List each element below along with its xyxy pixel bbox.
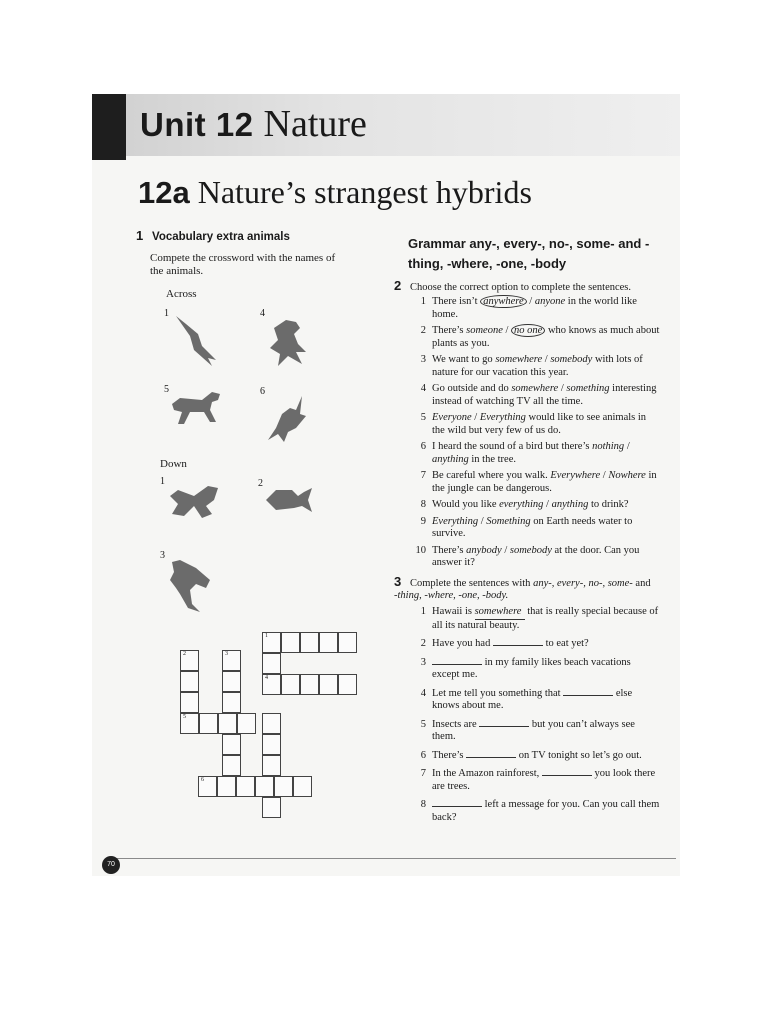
ex3-item: 7 In the Amazon rainforest, you look there are trees.	[420, 768, 656, 792]
ex1-instruction: Compete the crossword with the names of the animals.	[150, 252, 336, 277]
crossword-cell[interactable]	[262, 797, 281, 818]
ex2-item: 10 There’s anybody / somebody at the door. Can you answer it?	[415, 544, 640, 568]
crossword-cell[interactable]	[180, 671, 199, 692]
footer-rule	[116, 858, 676, 859]
ex2-item: 2 There’s someone / no one who knows as much about plants as you.	[420, 325, 660, 349]
option-b[interactable]: anything	[432, 453, 469, 465]
crossword-cell[interactable]	[300, 632, 319, 653]
ex2-item: 1 There isn’t anywhere / anyone in the world like home.	[420, 296, 637, 320]
crossword-grid	[180, 632, 360, 832]
crossword-cell[interactable]	[338, 674, 357, 695]
ex2-list	[408, 296, 660, 574]
ex2-item: 6 I heard the sound of a bird but there’s nothing / anything in the tree.	[420, 441, 630, 465]
crossword-cell[interactable]: 3	[222, 650, 241, 671]
option-b[interactable]: Something	[486, 515, 531, 527]
option-b[interactable]: anything	[551, 499, 589, 510]
ex3-list	[408, 606, 660, 830]
crossword-cell[interactable]	[262, 734, 281, 755]
crossword-cell[interactable]	[237, 713, 256, 734]
grammar-title: Grammar any-, every-, no-, some- and -thing, -where, -one, -body	[408, 236, 650, 271]
crossword-cell[interactable]	[255, 776, 274, 797]
ex3-item: 4 Let me tell you something that else knows about me.	[420, 687, 633, 711]
answer-blank[interactable]	[432, 664, 482, 665]
lesson-name: Nature’s strangest hybrids	[197, 174, 532, 210]
unit-title	[140, 102, 367, 146]
crossword-cell[interactable]	[222, 755, 241, 776]
ex2-item: 4 Go outside and do somewhere / something interesting instead of watching TV all the time.	[420, 383, 657, 407]
horse-icon	[170, 390, 224, 426]
unit-number: Unit 12	[140, 106, 254, 143]
option-b[interactable]: Nowhere	[608, 470, 646, 481]
ex1-heading: 1 Vocabulary extra animals	[136, 228, 290, 243]
page-number: 70	[102, 856, 120, 874]
crossword-cell[interactable]	[236, 776, 255, 797]
option-a[interactable]: Everywhere	[550, 470, 601, 481]
frog-icon	[266, 318, 308, 370]
crossword-cell[interactable]	[222, 692, 241, 713]
fish-icon	[264, 486, 316, 514]
crossword-cell[interactable]	[262, 653, 281, 674]
crossword-cell[interactable]: 4	[262, 674, 281, 695]
butterfly-icon	[168, 484, 220, 520]
option-a[interactable]: nothing	[592, 441, 625, 452]
crossword-cell[interactable]	[281, 632, 300, 653]
answer-blank[interactable]	[432, 806, 482, 807]
option-a[interactable]: Everything	[432, 515, 479, 527]
crossword-cell[interactable]	[199, 713, 218, 734]
crossword-cell[interactable]	[222, 734, 241, 755]
shark-icon	[166, 558, 214, 614]
answer-blank[interactable]	[493, 645, 543, 646]
ex3-heading: 3 Complete the sentences with any-, every-, no-, some- and -thing, -where, -one, -body.	[394, 574, 651, 601]
ex3-item: 1 Hawaii is somewhere that is really special because of all its natural beauty.	[420, 606, 659, 631]
across-1-number: 1	[164, 308, 169, 319]
across-label: Across	[166, 288, 197, 300]
crossword-cell[interactable]: 5	[180, 713, 199, 734]
option-b[interactable]: Everything	[479, 412, 526, 423]
crossword-cell[interactable]	[217, 776, 236, 797]
option-a[interactable]: anybody	[466, 544, 502, 556]
crossword-cell[interactable]	[262, 713, 281, 734]
down-1-number: 1	[160, 476, 165, 487]
crossword-cell[interactable]	[262, 755, 281, 776]
ex2-item: 5 Everyone / Everything would like to see animals in the wild but very few of us do.	[420, 412, 647, 436]
unit-tab	[92, 94, 126, 160]
option-a[interactable]: everything	[499, 499, 544, 510]
crossword-cell[interactable]: 2	[180, 650, 199, 671]
bird-icon	[172, 314, 218, 370]
crossword-cell[interactable]	[180, 692, 199, 713]
eagle-icon	[266, 394, 310, 444]
option-b[interactable]: something	[566, 383, 610, 394]
ex3-item: 5 Insects are but you can’t always see them.	[420, 718, 635, 742]
crossword-cell[interactable]: 6	[198, 776, 217, 797]
option-a[interactable]: Everyone	[432, 412, 472, 423]
answer-blank[interactable]	[563, 695, 613, 696]
ex2-item: 3 We want to go somewhere / somebody with lots of nature for our vacation this year.	[420, 354, 643, 378]
ex2-item: 9 Everything / Something on Earth needs water to survive.	[420, 515, 633, 539]
crossword-cell[interactable]	[274, 776, 293, 797]
workbook-page	[92, 94, 680, 876]
option-a[interactable]: somewhere	[511, 383, 559, 394]
across-5-number: 5	[164, 384, 169, 395]
crossword-cell[interactable]	[281, 674, 300, 695]
option-b[interactable]: somebody	[550, 354, 593, 365]
lesson-number: 12a	[138, 175, 190, 210]
option-a[interactable]: anywhere	[480, 295, 526, 308]
option-a[interactable]: somewhere	[495, 354, 543, 365]
ex3-item: 3 in my family likes beach vacations except me.	[420, 656, 631, 680]
crossword-cell[interactable]: 1	[262, 632, 281, 653]
crossword-cell[interactable]	[300, 674, 319, 695]
crossword-cell[interactable]	[293, 776, 312, 797]
ex2-item: 8 Would you like everything / anything to drink?	[420, 499, 629, 510]
ex3-item: 2 Have you had to eat yet?	[420, 638, 589, 649]
crossword-cell[interactable]	[319, 674, 338, 695]
lesson-title	[138, 174, 532, 211]
ex3-item: 6 There’s on TV tonight so let’s go out.	[420, 749, 642, 761]
crossword-cell[interactable]	[338, 632, 357, 653]
answer-blank[interactable]	[542, 775, 592, 776]
down-3-number: 3	[160, 550, 165, 561]
down-2-number: 2	[258, 478, 263, 489]
option-b[interactable]: anyone	[534, 296, 566, 307]
down-label: Down	[160, 458, 187, 470]
answer-blank[interactable]	[466, 757, 516, 758]
across-6-number: 6	[260, 386, 265, 397]
option-a[interactable]: someone	[466, 325, 503, 336]
answer-blank[interactable]: somewhere	[475, 606, 525, 620]
crossword-cell[interactable]	[218, 713, 237, 734]
ex2-item: 7 Be careful where you walk. Everywhere / Nowhere in the jungle can be dangerous.	[420, 470, 657, 494]
ex3-item: 8 left a message for you. Can you call them back?	[420, 799, 660, 823]
ex2-heading: 2 Choose the correct option to complete the sentences.	[394, 278, 632, 293]
crossword-cell[interactable]	[319, 632, 338, 653]
option-b[interactable]: somebody	[509, 544, 552, 556]
option-b[interactable]: no one	[511, 324, 545, 337]
across-4-number: 4	[260, 308, 265, 319]
unit-name: Nature	[263, 103, 367, 145]
answer-blank[interactable]	[479, 726, 529, 727]
crossword-cell[interactable]	[222, 671, 241, 692]
